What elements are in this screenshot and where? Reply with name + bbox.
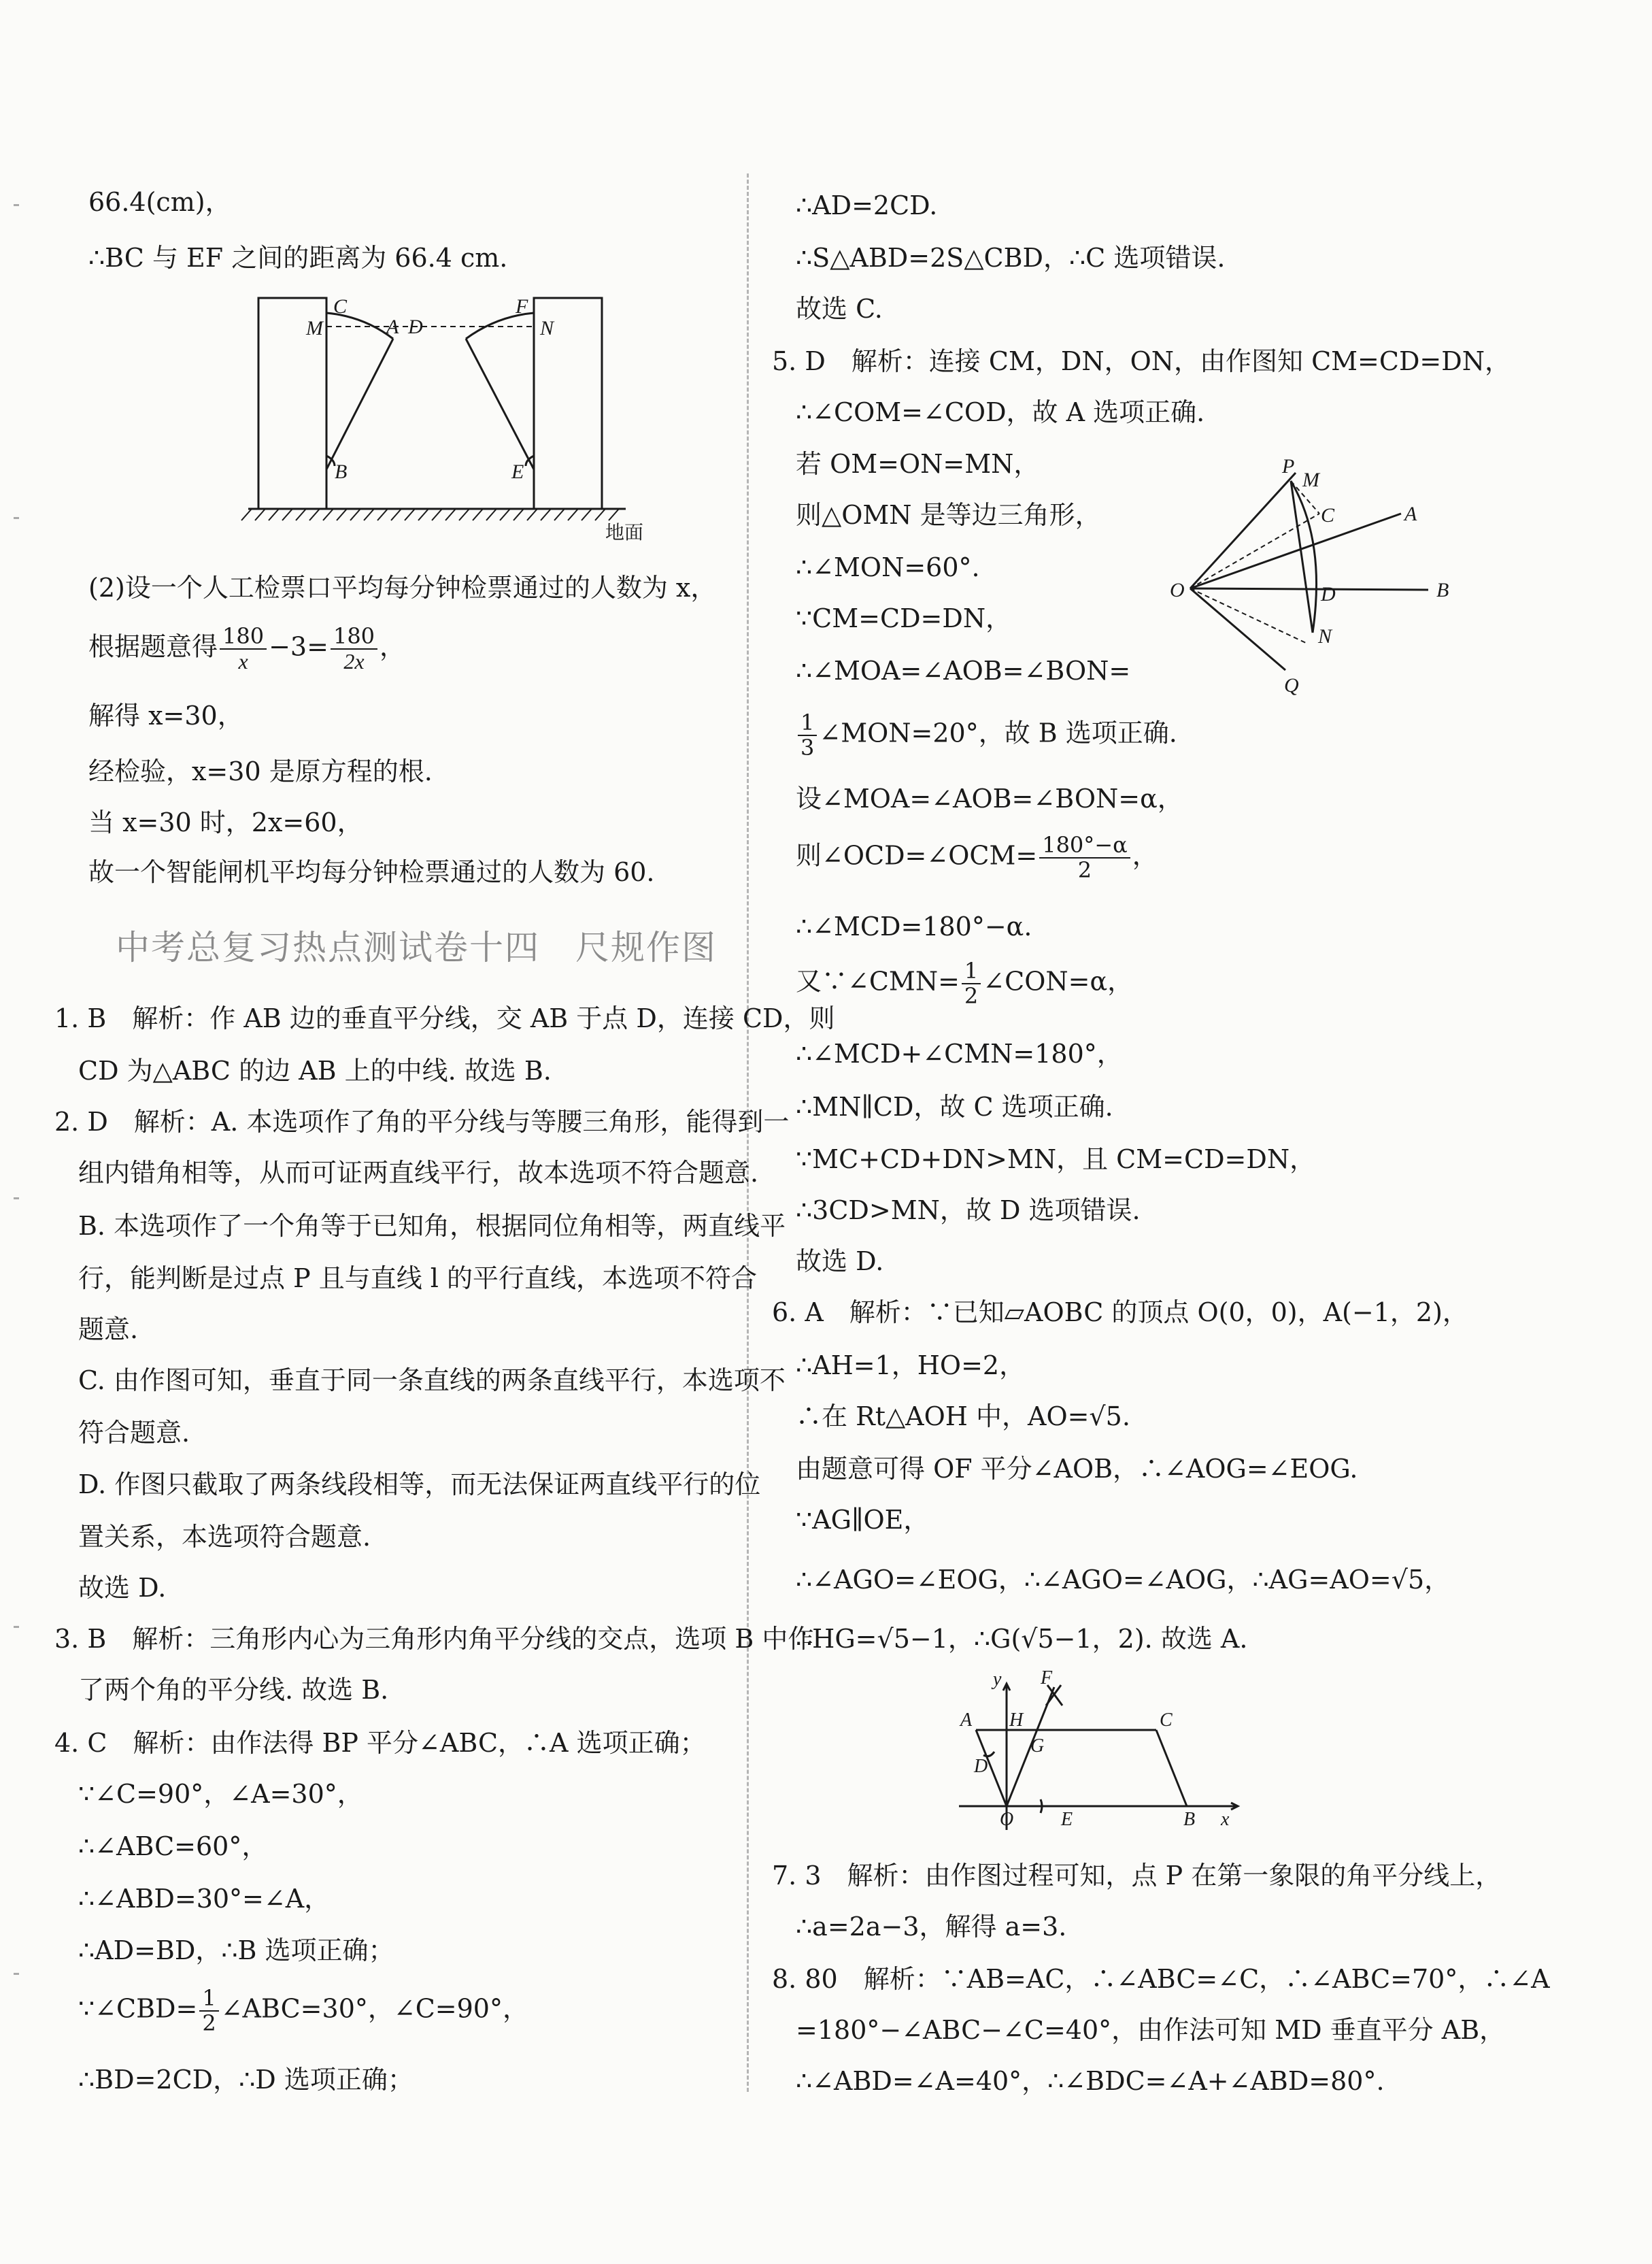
text-line: ∴∠MOA=∠AOB=∠BON= xyxy=(796,656,1131,686)
fraction xyxy=(1039,833,1130,882)
numerator: 1 xyxy=(798,711,817,736)
eq-mid: −3= xyxy=(269,631,328,662)
label-M: M xyxy=(306,317,323,339)
label-N: N xyxy=(1318,625,1332,648)
eq-suffix: ∠ABC=30°，∠C=90°， xyxy=(220,1993,528,2024)
eq-suffix: ， xyxy=(380,631,406,662)
label-Q: Q xyxy=(1284,674,1299,697)
text-line: 7. 3 解析：由作图过程可知，点 P 在第一象限的角平分线上， xyxy=(772,1861,1502,1891)
text-line: ∴BD=2CD，∴D 选项正确； xyxy=(78,2065,414,2095)
text-line: ∴MN∥CD，故 C 选项正确. xyxy=(796,1092,1113,1122)
margin-mark xyxy=(14,1197,19,1199)
text-line: ∵∠C=90°，∠A=30°， xyxy=(78,1779,363,1809)
text-line: ∴S△ABD=2S△CBD，∴C 选项错误. xyxy=(796,243,1226,273)
equation-line xyxy=(796,711,1177,760)
text-line: 设∠MOA=∠AOB=∠BON=α， xyxy=(796,784,1183,814)
label-G: G xyxy=(1030,1735,1045,1757)
label-F: F xyxy=(1041,1670,1053,1688)
denominator: 2x xyxy=(343,649,365,674)
eq-prefix: 根据题意得 xyxy=(88,631,218,662)
text-line: 符合题意. xyxy=(78,1418,190,1448)
text-line: ∴∠MON=60°. xyxy=(796,552,980,582)
text-line: 故选 D. xyxy=(796,1246,884,1276)
text-line: ∴∠ABC=60°， xyxy=(78,1831,268,1861)
denominator: 3 xyxy=(800,735,815,761)
label-F: F xyxy=(516,295,528,318)
text-line: ∵CM=CD=DN， xyxy=(796,603,1012,633)
denominator: x xyxy=(238,649,248,674)
figure-parallelogram-axes xyxy=(952,1670,1245,1833)
text-line: 解得 x=30， xyxy=(88,701,243,731)
margin-mark xyxy=(14,1973,19,1975)
text-line: 组内错角相等，从而可证两直线平行，故本选项不符合题意. xyxy=(78,1158,759,1188)
text-line: ∴∠AGO=∠EOG，∴∠AGO=∠AOG，∴AG=AO=√5， xyxy=(796,1565,1451,1595)
ground-label: 地面 xyxy=(605,521,644,544)
text-line: (2)设一个人工检票口平均每分钟检票通过的人数为 x， xyxy=(88,573,717,603)
label-B: B xyxy=(1183,1809,1196,1830)
eq-prefix: ∵∠CBD= xyxy=(78,1993,198,2024)
text-line: 则△OMN 是等边三角形， xyxy=(796,500,1101,530)
margin-mark xyxy=(14,517,19,519)
text-line: 了两个角的平分线. 故选 B. xyxy=(78,1675,389,1705)
text-line: 8. 80 解析：∵AB=AC，∴∠ABC=∠C，∴∠ABC=70°，∴∠A xyxy=(772,1964,1550,1994)
numerator: 180 xyxy=(220,625,267,650)
label-O: O xyxy=(1000,1809,1014,1830)
figure-pendulum-walls xyxy=(238,286,660,551)
numerator: 1 xyxy=(199,1986,218,2012)
text-line: 5. D 解析：连接 CM，DN，ON，由作图知 CM=CD=DN， xyxy=(772,346,1511,376)
text-line: 3. B 解析：三角形内心为三角形内角平分线的交点，选项 B 中作 xyxy=(54,1624,814,1654)
numerator: 180°−α xyxy=(1039,833,1130,859)
text-line: 1. B 解析：作 AB 边的垂直平分线，交 AB 于点 D，连接 CD，则 xyxy=(54,1003,835,1033)
text-line: D. 作图只截取了两条线段相等，而无法保证两直线平行的位 xyxy=(78,1469,761,1499)
text-line: ∴∠ABD=∠A=40°，∴∠BDC=∠A+∠ABD=80°. xyxy=(796,2066,1385,2096)
section-heading: 中考总复习热点测试卷十四 尺规作图 xyxy=(116,928,717,967)
margin-mark xyxy=(14,1626,19,1628)
label-A: A xyxy=(960,1710,973,1731)
text-line: 66.4(cm)， xyxy=(88,187,231,217)
label-D: D xyxy=(408,316,423,338)
label-P: P xyxy=(1282,455,1295,478)
label-C: C xyxy=(1160,1710,1173,1731)
fraction xyxy=(798,711,817,760)
label-B: B xyxy=(335,461,348,483)
text-line: 由题意可得 OF 平分∠AOB，∴∠AOG=∠EOG. xyxy=(796,1454,1358,1484)
eq-prefix: 又∵∠CMN= xyxy=(796,966,960,997)
figure-angle-construction xyxy=(1170,446,1462,704)
text-line: ∴AD=2CD. xyxy=(796,190,938,220)
text-line: ∵MC+CD+DN>MN，且 CM=CD=DN， xyxy=(796,1144,1316,1174)
text-line: 故选 C. xyxy=(796,294,883,324)
fraction xyxy=(199,1986,218,2035)
numerator: 180 xyxy=(331,625,377,650)
text-line: 4. C 解析：由作法得 BP 平分∠ABC，∴A 选项正确； xyxy=(54,1728,706,1758)
text-line: ∴BC 与 EF 之间的距离为 66.4 cm. xyxy=(88,243,508,273)
label-D: D xyxy=(1321,583,1336,605)
label-x: x xyxy=(1221,1809,1230,1830)
denominator: 2 xyxy=(964,983,979,1010)
equation-line xyxy=(78,1986,528,2035)
fraction xyxy=(220,625,267,673)
text-line: 故一个智能闸机平均每分钟检票通过的人数为 60. xyxy=(88,857,655,887)
denominator: 2 xyxy=(202,2010,216,2037)
text-line: B. 本选项作了一个角等于已知角，根据同位角相等，两直线平 xyxy=(78,1211,786,1241)
text-line: ∴3CD>MN，故 D 选项错误. xyxy=(796,1195,1141,1225)
text-line: 题意. xyxy=(78,1314,139,1344)
text-line: C. 由作图可知，垂直于同一条直线的两条直线平行，本选项不 xyxy=(78,1365,786,1395)
equation-line xyxy=(796,959,1133,1008)
label-B: B xyxy=(1436,579,1449,601)
margin-mark xyxy=(14,204,19,206)
label-C: C xyxy=(333,295,348,318)
label-A: A xyxy=(1404,503,1417,525)
label-C: C xyxy=(1321,504,1335,527)
label-y: y xyxy=(993,1670,1002,1690)
label-E: E xyxy=(511,461,524,483)
eq-suffix: ∠CON=α， xyxy=(983,966,1134,997)
text-line: ∴∠MCD+∠CMN=180°， xyxy=(796,1039,1123,1069)
text-line: CD 为△ABC 的边 AB 上的中线. 故选 B. xyxy=(78,1056,552,1086)
text-line: ∴AD=BD，∴B 选项正确； xyxy=(78,1935,394,1965)
text-line: ∴∠MCD=180°−α. xyxy=(796,912,1032,942)
text-line: 当 x=30 时，2x=60， xyxy=(88,808,363,837)
equation-line xyxy=(88,625,405,673)
label-N: N xyxy=(540,317,554,339)
text-line: 行，能判断是过点 P 且与直线 l 的平行直线，本选项不符合 xyxy=(78,1263,758,1293)
fraction xyxy=(962,959,981,1008)
text-line: 2. D 解析：A. 本选项作了角的平分线与等腰三角形，能得到一 xyxy=(54,1107,790,1137)
text-line: ∴在 Rt△AOH 中，AO=√5. xyxy=(796,1401,1130,1431)
text-line: ∵AG∥OE， xyxy=(796,1505,930,1535)
label-A: A xyxy=(386,316,399,338)
label-H: H xyxy=(1009,1710,1024,1731)
text-line: 故选 D. xyxy=(78,1573,167,1603)
text-line: ∴AH=1，HO=2， xyxy=(796,1350,1026,1380)
eq-suffix: ∠MON=20°，故 B 选项正确. xyxy=(819,718,1177,748)
label-O: O xyxy=(1170,579,1185,601)
text-line: 经检验，x=30 是原方程的根. xyxy=(88,756,433,786)
eq-suffix: ， xyxy=(1132,840,1158,871)
eq-prefix: 则∠OCD=∠OCM= xyxy=(796,840,1038,871)
text-line: 置关系，本选项符合题意. xyxy=(78,1522,371,1552)
label-E: E xyxy=(1061,1809,1073,1830)
text-line: ∴HG=√5−1，∴G(√5−1，2). 故选 A. xyxy=(796,1624,1248,1654)
text-line: ∴∠ABD=30°=∠A， xyxy=(78,1884,331,1914)
equation-line xyxy=(796,833,1158,882)
label-D: D xyxy=(974,1756,988,1777)
denominator: 2 xyxy=(1077,857,1092,884)
text-line: 6. A 解析：∵已知▱AOBC 的顶点 O(0，0)，A(−1，2)， xyxy=(772,1297,1468,1327)
text-line: ∴∠COM=∠COD，故 A 选项正确. xyxy=(796,397,1205,427)
fraction xyxy=(331,625,377,673)
numerator: 1 xyxy=(962,959,981,984)
text-line: 若 OM=ON=MN， xyxy=(796,449,1040,479)
label-M: M xyxy=(1302,469,1319,491)
text-line: ∴a=2a−3，解得 a=3. xyxy=(796,1912,1067,1942)
text-line: =180°−∠ABC−∠C=40°，由作法可知 MD 垂直平分 AB， xyxy=(796,2015,1506,2045)
